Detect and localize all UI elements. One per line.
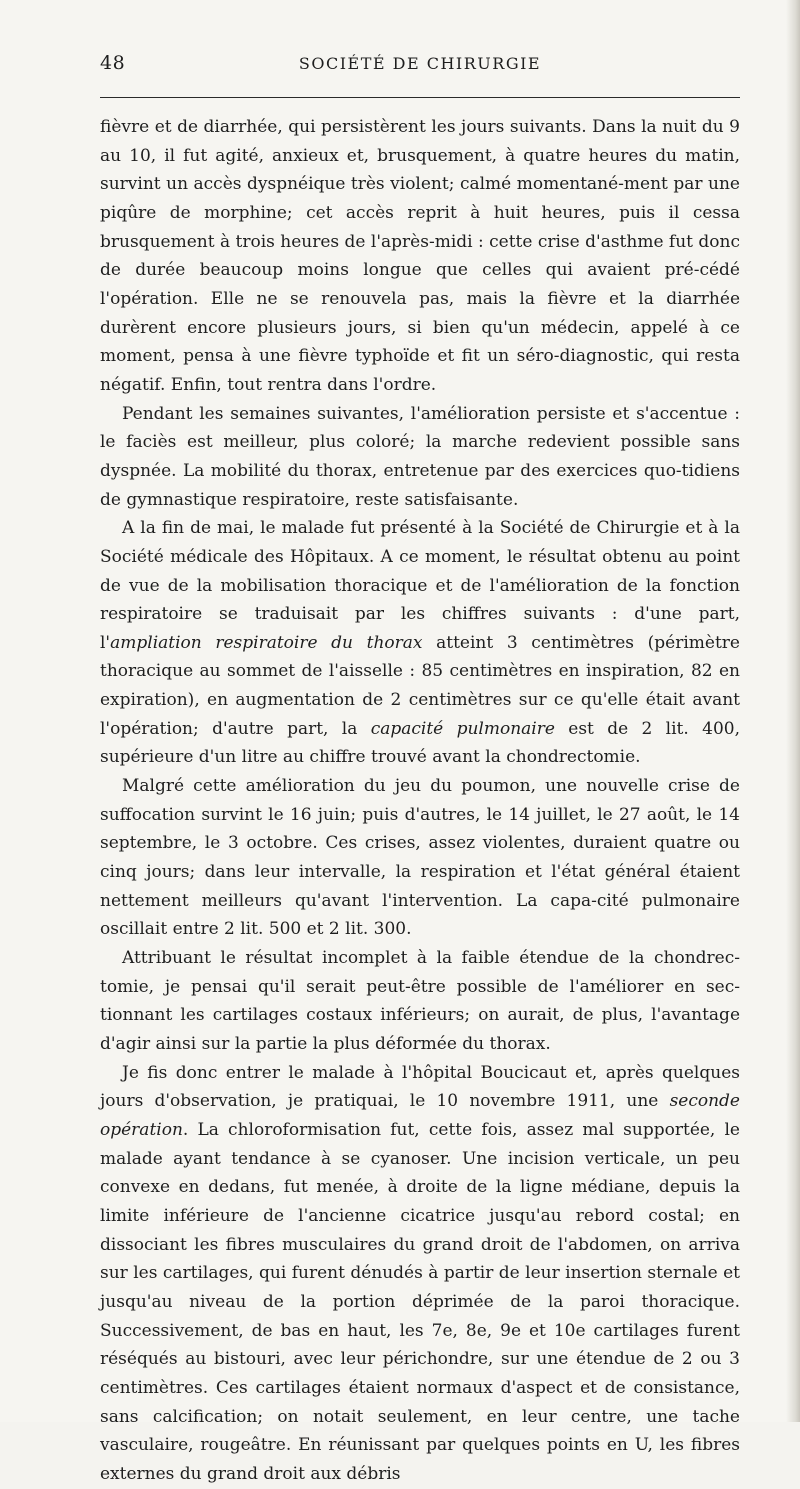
italic-term: capacité pulmonaire [370,718,555,739]
paragraph [100,1059,740,1489]
paragraph-text: Je fis donc entrer le malade à l'hôpital Boucicaut et, après quelques jours d'observation, je pratiquai, le 10 novembre 1911, une [100,1062,740,1112]
paragraph: Malgré cette amélioration du jeu du poumon, une nouvelle crise de suffocation survint le 16 juin; puis d'autres, le 14 juillet, le 27 août, le 14 septembre, le 3 octobre. Ces crises, assez violentes, duraient quatre ou cinq jours; dans leur intervalle, la respiration et l'état général étaient nettement meilleurs qu'avant l'intervention. La capa-cité pulmonaire oscillait entre 2 lit. 500 et 2 lit. 300. [100,776,740,940]
paragraph: Pendant les semaines suivantes, l'amélioration persiste et s'accentue : le faciès est meilleur, plus coloré; la marche redevient possible sans dyspnée. La mobilité du thorax, entretenue par des exercices quo-tidiens de gymnastique respiratoire, reste satisfaisante. [100,403,740,510]
header-rule [100,97,740,98]
paragraph: Attribuant le résultat incomplet à la faible étendue de la chondrec-tomie, je pensai qu'il serait peut-être possible de l'améliorer en sec-tionnant les cartilages costaux inférieurs; on aurait, de plus, l'avantage d'agir ainsi sur la partie la plus déformée du thorax. [100,948,740,1054]
italic-term: seconde opération [100,1091,740,1140]
page-edge-shadow [786,0,800,1422]
paragraph-text: . La chloroformisation fut, cette fois, assez mal supportée, le malade ayant tendance à se cyanoser. Une incision verticale, un peu convexe en dedans, fut menée, à droite de la ligne médiane, depuis la limite inférieure de l'ancienne cicatrice jusqu'au rebord costal; en dissociant les fibres musculaires du grand droit de l'abdomen, on arriva sur les cartilages, qui furent dénudés à partir de leur insertion sternale et jusqu'au niveau de la portion déprimée de la paroi thoracique. Successivement, de bas en haut, les 7e, 8e, 9e et 10e cartilages furent réséqués au bistouri, avec leur périchondre, sur une étendue de 2 ou 3 centimètres. Ces cartilages étaient normaux d'aspect et de consistance, sans calcification; on notait seulement, en leur centre, une tache vasculaire, rougeâtre. En réunissant par quelques points en U, les fibres externes du grand droit aux débris [100,1119,740,1484]
paragraph [100,514,740,772]
paragraph-text: atteint 3 centimètres (périmètre thoracique au sommet de l'aisselle : 85 centimètres en inspiration, 82 en expiration), en augmentation de 2 centimètres sur ce qu'elle était avant l'opération; d'autre part, la [100,632,740,739]
paragraph: fièvre et de diarrhée, qui persistèrent les jours suivants. Dans la nuit du 9 au 10, il fut agité, anxieux et, brusquement, à quatre heures du matin, survint un accès dyspnéique très violent; calmé momentané-ment par une piqûre de morphine; cet accès reprit à huit heures, puis il cessa brusquement à trois heures de l'après-midi : cette crise d'asthme fut donc de durée beaucoup moins longue que celles qui avaient pré-cédé l'opération. Elle ne se renouvela pas, mais la fièvre et la diarrhée durèrent encore plusieurs jours, si bien qu'un médecin, appelé à ce moment, pensa à une fièvre typhoïde et fit un séro-diagnostic, qui resta négatif. Enfin, tout rentra dans l'ordre. [100,117,740,395]
paragraph-text: est de 2 lit. 400, supérieure d'un litre au chiffre trouvé avant la chondrectomie. [100,718,740,768]
body-text [100,113,740,1489]
italic-term: ampliation respiratoire du thorax [110,632,423,653]
page-header [100,52,740,76]
paragraph-text: A la fin de mai, le malade fut présenté à la Société de Chirurgie et à la Société médicale des Hôpitaux. A ce moment, le résultat obtenu au point de vue de la mobilisation thoracique et de l'amélioration de la fonction respiratoire se traduisait par les chiffres suivants : d'une part, l' [100,518,740,653]
page-number: 48 [100,52,126,74]
running-head: SOCIÉTÉ DE CHIRURGIE [298,54,542,73]
